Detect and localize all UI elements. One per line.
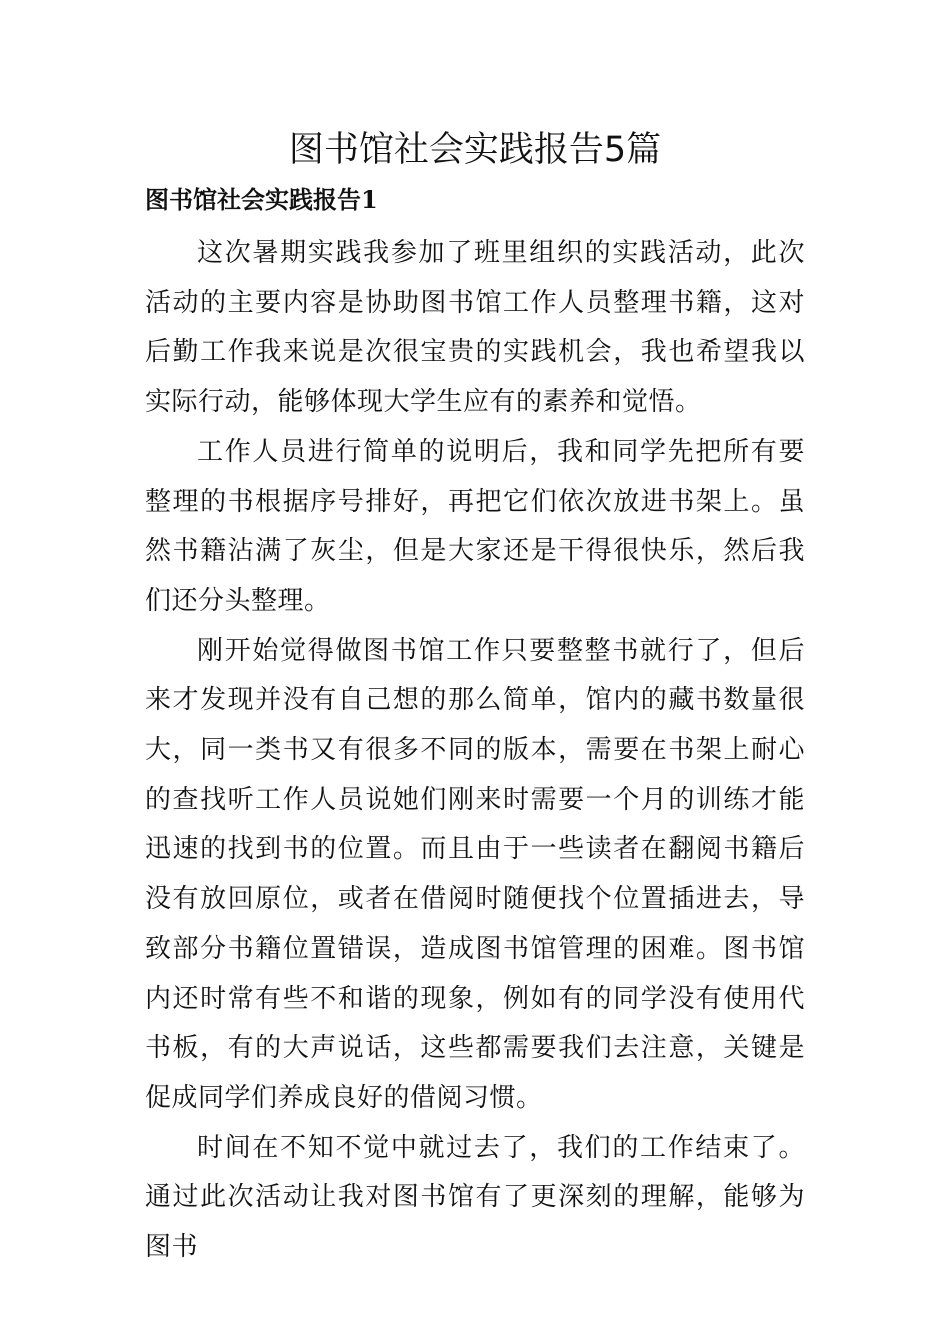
paragraph-2: 工作人员进行简单的说明后，我和同学先把所有要整理的书根据序号排好，再把它们依次放进书架上。虽然书籍沾满了灰尘，但是大家还是干得很快乐，然后我们还分头整理。: [145, 436, 805, 616]
paragraph-3: 刚开始觉得做图书馆工作只要整整书就行了，但后来才发现并没有自己想的那么简单，馆内的藏书数量很大，同一类书又有很多不同的版本，需要在书架上耐心的查找听工作人员说她们刚来时需要一个月的训练才能迅速的找到书的位置。而且由于一些读者在翻阅书籍后没有放回原位，或者在借阅时随便找个位置插进去，导致部分书籍位置错误，造成图书馆管理的困难。图书馆内还时常有些不和谐的现象，例如有的同学没有使用代书板，有的大声说话，这些都需要我们去注意，关键是促成同学们养成良好的借阅习惯。: [145, 635, 805, 1113]
paragraph-1: 这次暑期实践我参加了班里组织的实践活动，此次活动的主要内容是协助图书馆工作人员整理书籍，这对后勤工作我来说是次很宝贵的实践机会，我也希望我以实际行动，能够体现大学生应有的素养和觉悟。: [145, 238, 805, 418]
document-body: [145, 229, 805, 1273]
document-title: 图书馆社会实践报告5篇: [288, 130, 662, 170]
section-heading: 图书馆社会实践报告1: [145, 185, 378, 214]
paragraph-4: 时间在不知不觉中就过去了，我们的工作结束了。通过此次活动让我对图书馆有了更深刻的理解，能够为图书: [145, 1132, 805, 1263]
